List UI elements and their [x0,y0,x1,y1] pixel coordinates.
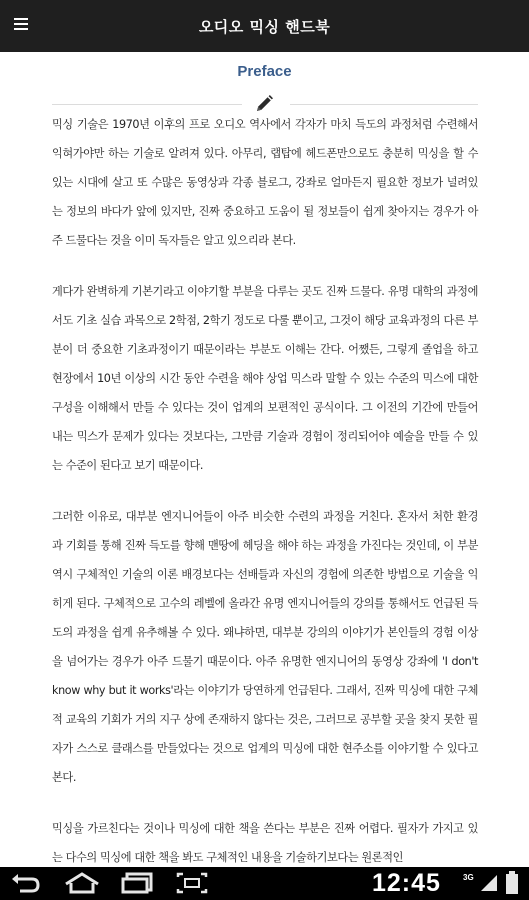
app-title: 오디오 믹싱 핸드북 [198,17,331,36]
signal-icon [479,873,499,893]
preface-body [52,110,478,894]
home-icon[interactable] [62,871,102,895]
status-clock: 12:45 [372,869,441,897]
paragraph: 그러한 이유로, 대부분 엔지니어들이 아주 비슷한 수련의 과정을 거친다. 혼자서 처한 환경과 기회를 통해 진짜 득도를 향해 맨땅에 헤딩을 해야 하는 과정을 가진다는 것인데, 이 부분 역시 구체적인 기술의 이론 배경보다는 선배들과 자신의 경험에 의존한 방법으로 기술을 익히게 된다. 구체적으로 고수의 레벨에 올라간 유명 엔지니어들의 강의를 통해서도 언급된 득도의 과정을 쉽게 유추해볼 수 있다. 왜냐하면, 대부분 강의의 이야기가 본인들의 경험 이상을 넘어가는 경우가 아주 드물기 때문이다. 아주 유명한 엔지니어의 동영상 강좌에 'I don't know why but it works'라는 이야기가 당연하게 언급된다. 그래서, 진짜 믹싱에 대한 구체적 교육의 기회가 거의 지구 상에 존재하지 않다는 것은, 그러므로 공부할 곳을 찾지 못한 필자가 스스로 클래스를 만들었다는 것으로 업계의 믹싱에 대한 현주소를 이야기할 수 있다고 본다. [52,510,478,784]
network-type: 3G [463,873,474,882]
divider-line-right [290,104,478,105]
paragraph: 믹싱 기술은 1970년 이후의 프로 오디오 역사에서 각자가 마치 득도의 과정처럼 수련해서 익혀가야만 하는 기술로 알려져 있다. 아무리, 랩탑에 헤드폰만으로도 충분히 믹싱을 할 수 있는 시대에 살고 또 수많은 동영상과 각종 블로그, 강좌로 얼마든지 필요한 정보가 널려있는 정보의 바다가 앞에 있지만, 진짜 중요하고 도움이 될 정보들이 쉽게 찾아지는 경우가 아주 드물다는 것을 이미 독자들은 알고 있으리라 본다. [52,118,478,247]
app-bar [0,0,529,52]
screenshot-icon[interactable] [172,871,212,895]
preface-title: Preface [237,63,292,80]
network-indicator [463,873,474,882]
recent-apps-icon[interactable] [118,871,158,895]
paragraph: 게다가 완벽하게 기본기라고 이야기할 부분을 다루는 곳도 진짜 드물다. 유명 대학의 과정에서도 기초 실습 과목으로 2학점, 2학기 정도로 다룰 뿐이고, 그것이 해당 교육과정의 다른 부분이 더 중요한 기초과정이기 때문이라는 부분도 이해는 간다. 어쨌든, 그렇게 졸업을 하고 현장에서 10년 이상의 시간 동안 수련을 해야 상업 믹스라 말할 수 있는 수준의 믹스에 대한 구성을 이해해서 만들 수 있다는 것이 업계의 보편적인 공식이다. 그 이전의 기간에 만들어 내는 믹스가 문제가 있다는 것보다는, 그만큼 기술과 경험이 정리되어야 예술을 만들 수 있는 수준이 된다고 보기 때문이다. [52,285,478,472]
back-icon[interactable] [6,871,46,895]
menu-icon[interactable] [14,18,28,32]
paragraph: 믹싱을 가르친다는 것이나 믹싱에 대한 책을 쓴다는 부분은 진짜 어렵다. 필자가 가지고 있는 다수의 믹싱에 대한 책을 봐도 구체적인 내용을 기술하기보다는 원론적인 [52,822,478,864]
battery-icon [505,871,519,895]
divider-line-left [52,104,242,105]
system-bar [0,867,529,900]
